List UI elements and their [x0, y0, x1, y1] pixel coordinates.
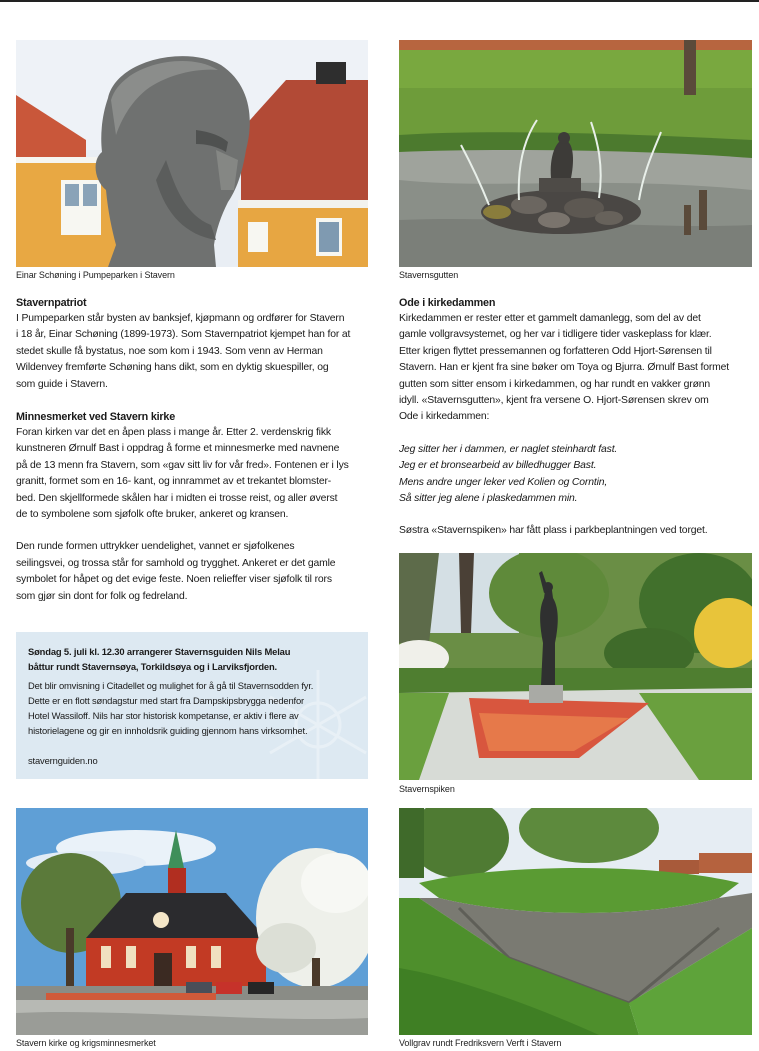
- text-line: gamle vollgravsystemet, og her var i tidligere tider vaskeplass for klær.: [399, 329, 712, 341]
- event-body-line: Det blir omvisning i Citadellet og mulighet for å gå til Stavernsodden fyr.: [28, 680, 314, 691]
- text-line: seilingsvei, og trossa står for samhold og trygghet. Ankeret er det gamle: [16, 557, 336, 569]
- text-line: på de 13 menn fra Stavern, som «gav sitt liv for vår fred». Fontenen er i lys: [16, 459, 349, 471]
- event-lead-line: Søndag 5. juli kl. 12.30 arrangerer Stavernsguiden Nils Melau: [28, 646, 291, 657]
- photo-moat: [399, 808, 752, 1035]
- text-line: Den runde formen uttrykker uendelighet, vannet er sjøfolkenes: [16, 541, 295, 553]
- event-infobox: [16, 632, 368, 779]
- text-line: kunstneren Ørnulf Bast i oppdrag å forme et minnesmerke med navnene: [16, 443, 340, 455]
- text-line: bed. Den skjellformede skålen har i midten ei trosse reist, og aller øverst: [16, 492, 338, 504]
- text-line: Foran kirken var det en åpen plass i mange år. Etter 2. verdenskrig fikk: [16, 427, 331, 439]
- text-line: Kirkedammen er rester etter et gammelt damanlegg, som del av det: [399, 313, 701, 324]
- text-line: i 18 år, Einar Schøning (1899-1973). Som Stavernpatriot kjempet han for at: [16, 329, 351, 341]
- text-line: som guide i Stavern.: [16, 378, 108, 390]
- heading-ode: Ode i kirkedammen: [399, 297, 496, 309]
- caption-statue: Stavernspiken: [399, 784, 455, 794]
- top-rule: [0, 0, 759, 2]
- poem-line: Så sitter jeg alene i plaskedammen min.: [399, 493, 578, 505]
- text-line: som gjør sin dont for folk og fedreland.: [16, 590, 188, 602]
- right-article: [399, 295, 752, 540]
- poem-block: [399, 442, 752, 508]
- caption-moat: Vollgrav rundt Fredriksvern Verft i Stavern: [399, 1038, 562, 1048]
- event-body: [28, 678, 358, 738]
- event-body-line: Dette er en flott søndagstur med start fra Dampskipsbrygga nedenfor: [28, 695, 305, 706]
- poem-line: Mens andre unger leker ved Kolien og Corntin,: [399, 476, 608, 488]
- poem-line: Jeg er et bronsearbeid av billedhugger Bast.: [399, 460, 597, 472]
- text-line: Ode i kirkedammen:: [399, 411, 490, 423]
- photo-fountain: [399, 40, 752, 267]
- text-line: symbolet for håpet og det evige feste. Noen relieffer viser sjøfolk til rors: [16, 574, 332, 586]
- text-line: gutten som sitter ensom i kirkedammen, og har rundt en vakker grønn: [399, 378, 711, 390]
- event-body-line: Hotel Wassiloff. Nils har stor historisk kompetanse, er aktiv i flere av: [28, 710, 299, 721]
- heading-stavernpatriot: Stavernpatriot: [16, 297, 87, 309]
- text-line: Wildenvey fremførte Schøning hans dikt, som en dyktig skuespiller, og: [16, 362, 329, 374]
- event-body-line: historielagene og gir en innholdsrik guiding gjennom hans virksomhet.: [28, 725, 308, 736]
- text-line: granitt, formet som en 16- kant, og innrammet av et trekantet blomster-: [16, 476, 332, 488]
- caption-fountain: Stavernsgutten: [399, 270, 459, 280]
- text-line: stedet skulle få bystatus, noe som kom i 1943. Som venn av Herman: [16, 345, 323, 357]
- photo-statue: [399, 553, 752, 780]
- event-lead-line: båttur rundt Stavernsøya, Torkildsøya og i Larviksfjorden.: [28, 661, 277, 672]
- left-article: [16, 295, 368, 605]
- text-line: de to symbolene som sjøfolk ofte bruker, ankeret og kransen.: [16, 509, 289, 521]
- text-line: idyll. «Stavernsgutten», kjent fra versene O. Hjort-Sørensen skrev om: [399, 395, 709, 407]
- closing-line: Søstra «Stavernspiken» har fått plass i parkbeplantningen ved torget.: [399, 525, 708, 537]
- heading-minnesmerket: Minnesmerket ved Stavern kirke: [16, 411, 176, 424]
- event-lead: [28, 644, 358, 674]
- photo-bust: [16, 40, 368, 267]
- text-line: I Pumpeparken står bysten av banksjef, kjøpmann og ordfører for Stavern: [16, 313, 345, 324]
- caption-church: Stavern kirke og krigsminnesmerket: [16, 1038, 156, 1048]
- photo-church: [16, 808, 368, 1035]
- event-url-link[interactable]: stavernguiden.no: [28, 755, 98, 766]
- caption-bust: Einar Schøning i Pumpeparken i Stavern: [16, 270, 175, 280]
- text-line: Stavern. Han er kjent fra sine bøker om Toya og Bjurra. Ørnulf Bast formet: [399, 362, 730, 374]
- text-line: Etter krigen flyttet pressemannen og forfatteren Odd Hjort-Sørensen til: [399, 345, 712, 357]
- poem-line: Jeg sitter her i dammen, er naglet steinhardt fast.: [399, 443, 618, 455]
